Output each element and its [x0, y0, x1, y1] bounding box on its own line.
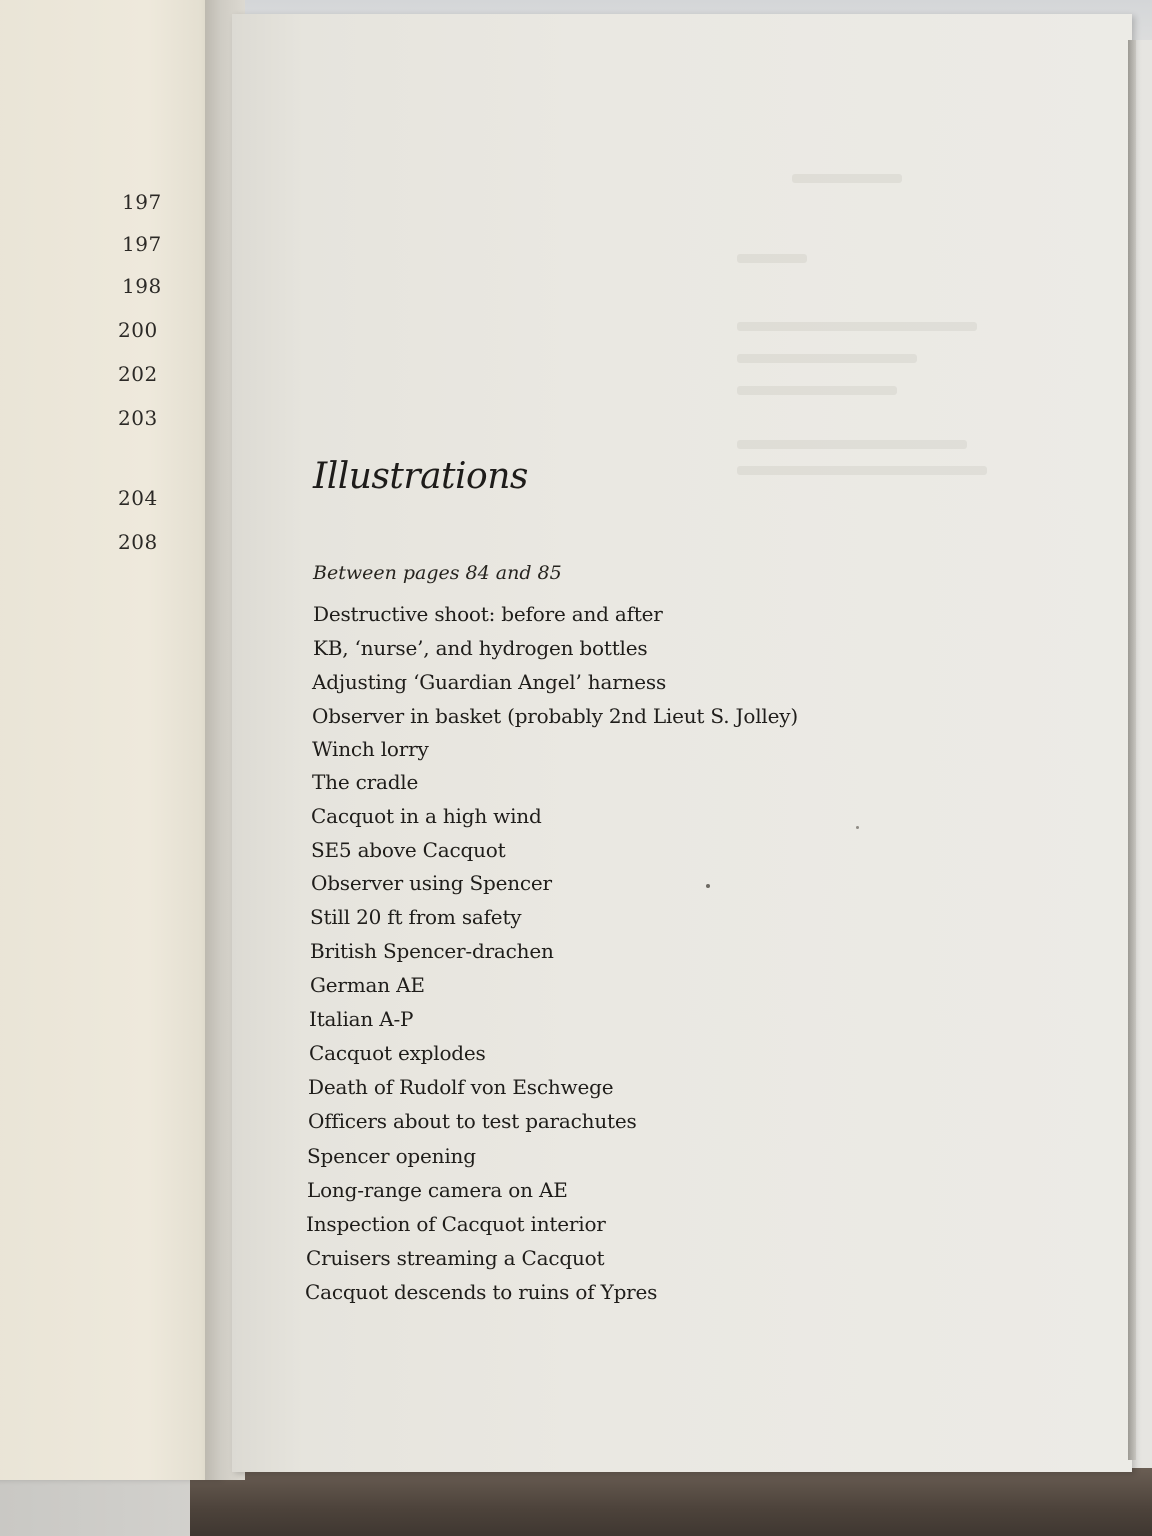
left-page — [0, 0, 220, 1480]
list-item: Spencer opening — [307, 1144, 476, 1168]
list-item: Cacquot descends to ruins of Ypres — [305, 1280, 658, 1304]
section-subtitle: Between pages 84 and 85 — [313, 562, 562, 584]
list-item: Long-range camera on AE — [307, 1178, 568, 1202]
show-through-text — [737, 354, 917, 363]
page-number: 208 — [118, 530, 158, 554]
list-item: KB, ‘nurse’, and hydrogen bottles — [313, 636, 648, 660]
show-through-text — [737, 466, 987, 475]
show-through-text — [737, 254, 807, 263]
paper-speck — [856, 826, 859, 829]
list-item: Cruisers streaming a Cacquot — [306, 1246, 605, 1270]
show-through-text — [792, 174, 902, 183]
list-item: Adjusting ‘Guardian Angel’ harness — [312, 670, 667, 694]
page-number: 204 — [118, 486, 158, 510]
show-through-text — [737, 386, 897, 395]
page-number: 200 — [118, 318, 158, 342]
list-item: SE5 above Cacquot — [311, 838, 506, 862]
list-item: Italian A-P — [309, 1007, 414, 1031]
show-through-text — [737, 322, 977, 331]
list-item: Cacquot explodes — [309, 1041, 486, 1065]
list-item: Cacquot in a high wind — [311, 804, 542, 828]
list-item: Observer using Spencer — [311, 871, 552, 895]
list-item: Still 20 ft from safety — [310, 905, 522, 929]
page-number: 202 — [118, 362, 158, 386]
list-item: German AE — [310, 973, 425, 997]
page-number: 198 — [122, 274, 162, 298]
page-number: 203 — [118, 406, 158, 430]
list-item: British Spencer-drachen — [310, 939, 554, 963]
list-item: Winch lorry — [312, 737, 429, 761]
page-title: Illustrations — [313, 456, 528, 497]
list-item: The cradle — [312, 770, 419, 794]
list-item: Observer in basket (probably 2nd Lieut S. Jolley) — [312, 704, 798, 728]
paper-speck — [706, 884, 710, 888]
show-through-text — [737, 440, 967, 449]
list-item: Inspection of Cacquot interior — [306, 1212, 606, 1236]
page-number: 197 — [122, 190, 162, 214]
list-item: Death of Rudolf von Eschwege — [308, 1075, 614, 1099]
page-number: 197 — [122, 232, 162, 256]
list-item: Destructive shoot: before and after — [313, 602, 663, 626]
book-cover-edge — [190, 1468, 1152, 1536]
page-edge — [1128, 40, 1136, 1460]
list-item: Officers about to test parachutes — [308, 1109, 637, 1133]
